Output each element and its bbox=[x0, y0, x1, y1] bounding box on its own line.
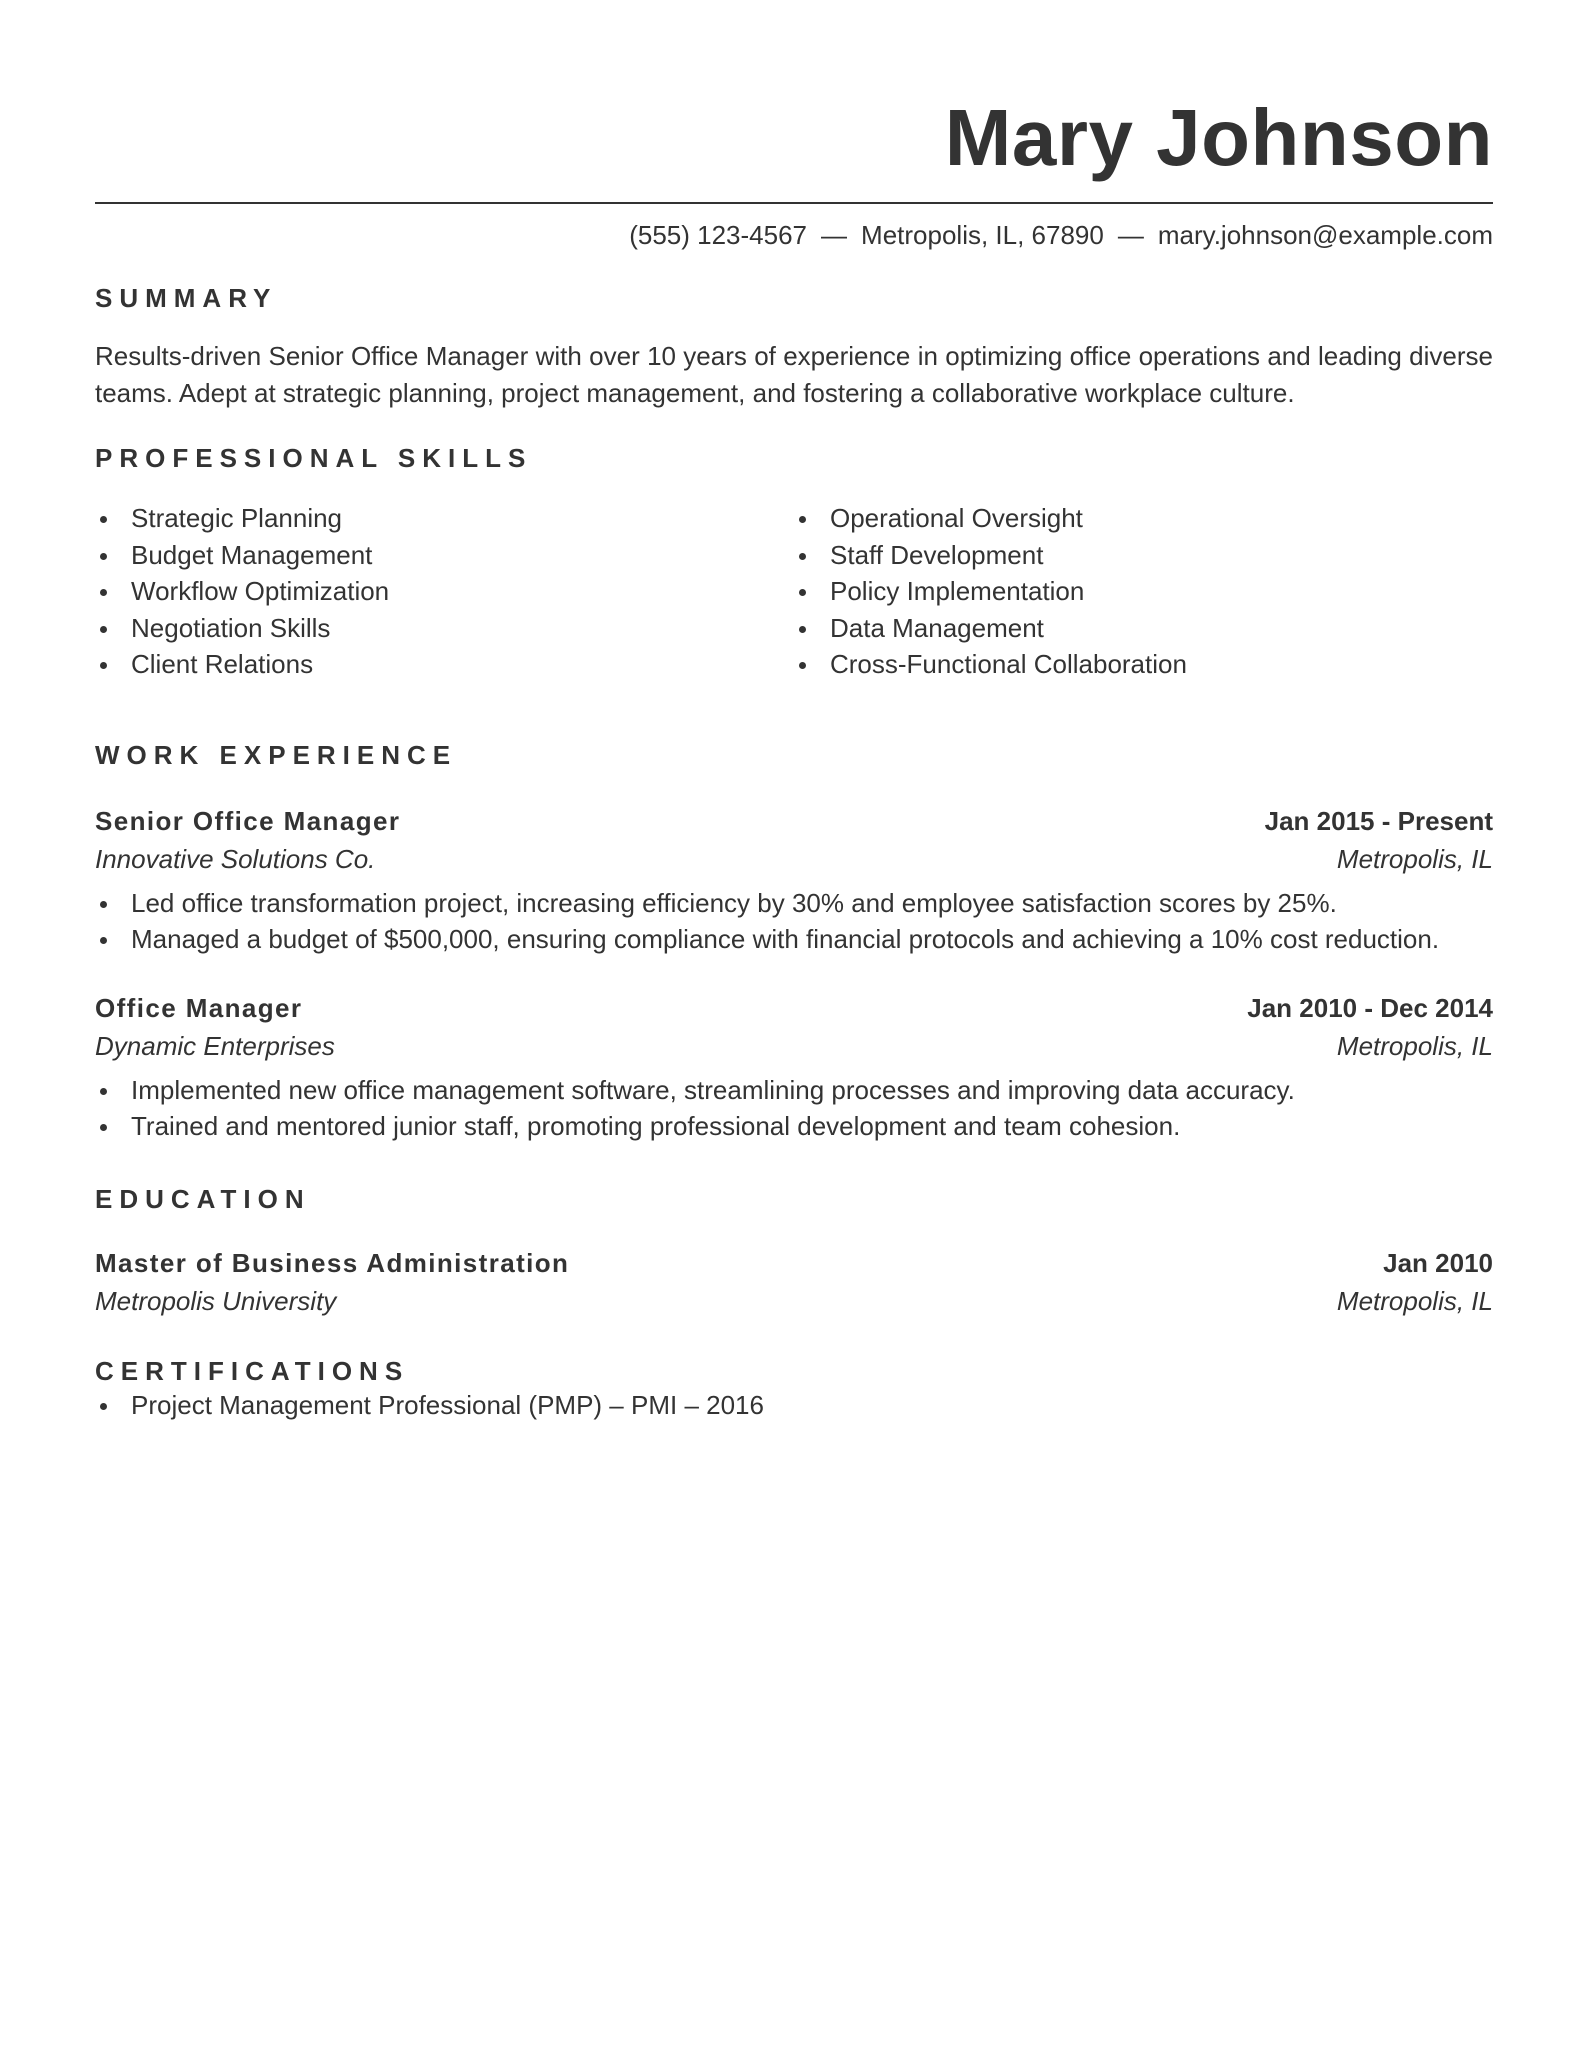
work-experience-heading: WORK EXPERIENCE bbox=[95, 739, 458, 770]
skill-item: Operational Oversight bbox=[794, 500, 1493, 537]
candidate-name: Mary Johnson bbox=[944, 93, 1493, 182]
certifications-list bbox=[95, 1387, 1493, 1424]
job-title: Senior Office Manager bbox=[95, 805, 401, 836]
skills-column-left bbox=[95, 500, 794, 683]
job-location: Metropolis, IL bbox=[1336, 1030, 1493, 1061]
job-location: Metropolis, IL bbox=[1336, 843, 1493, 874]
summary-heading: SUMMARY bbox=[95, 283, 278, 313]
education-degree: Master of Business Administration bbox=[95, 1247, 570, 1278]
skill-item: Client Relations bbox=[95, 646, 794, 683]
skills-list bbox=[95, 500, 1493, 683]
skill-item: Data Management bbox=[794, 610, 1493, 647]
certification-item: Project Management Professional (PMP) – PMI – 2016 bbox=[95, 1387, 1493, 1424]
job-entry bbox=[95, 990, 1493, 1145]
contact-separator: — bbox=[821, 220, 848, 250]
skills-column-right bbox=[794, 500, 1493, 683]
job-subheader bbox=[95, 841, 1493, 877]
job-bullet: Led office transformation project, increasing efficiency by 30% and employee satisfaction scores by 25%. bbox=[95, 885, 1493, 922]
job-header bbox=[95, 803, 1493, 839]
job-header bbox=[95, 990, 1493, 1026]
header-divider bbox=[95, 202, 1493, 204]
education-subheader bbox=[95, 1283, 1493, 1319]
skill-item: Cross-Functional Collaboration bbox=[794, 646, 1493, 683]
skill-item: Strategic Planning bbox=[95, 500, 794, 537]
job-subheader bbox=[95, 1028, 1493, 1064]
job-company: Dynamic Enterprises bbox=[95, 1030, 335, 1061]
contact-location: Metropolis, IL, 67890 bbox=[861, 220, 1104, 250]
skills-heading: PROFESSIONAL SKILLS bbox=[95, 443, 533, 473]
summary-text: Results-driven Senior Office Manager with over 10 years of experience in optimizing office operations and leading diverse teams. Adept at strategic planning, project management, and fostering a collaborative workplace culture. bbox=[95, 341, 1493, 408]
job-entry bbox=[95, 803, 1493, 958]
education-entry bbox=[95, 1245, 1493, 1319]
skill-item: Negotiation Skills bbox=[95, 610, 794, 647]
job-dates: Jan 2010 - Dec 2014 bbox=[1247, 992, 1493, 1023]
skill-item: Staff Development bbox=[794, 537, 1493, 574]
job-bullet: Managed a budget of $500,000, ensuring compliance with financial protocols and achieving a 10% cost reduction. bbox=[95, 921, 1493, 958]
skill-item: Workflow Optimization bbox=[95, 573, 794, 610]
certifications-heading: CERTIFICATIONS bbox=[95, 1355, 410, 1386]
job-dates: Jan 2015 - Present bbox=[1264, 805, 1493, 836]
education-date: Jan 2010 bbox=[1383, 1247, 1493, 1278]
contact-separator: — bbox=[1117, 220, 1144, 250]
job-bullet: Trained and mentored junior staff, promoting professional development and team cohesion. bbox=[95, 1108, 1493, 1145]
contact-phone: (555) 123-4567 bbox=[629, 220, 808, 250]
education-heading: EDUCATION bbox=[95, 1183, 311, 1214]
contact-email[interactable]: mary.johnson@example.com bbox=[1157, 220, 1493, 250]
education-location: Metropolis, IL bbox=[1336, 1285, 1493, 1316]
education-school: Metropolis University bbox=[95, 1285, 337, 1316]
education-header bbox=[95, 1245, 1493, 1281]
job-bullets bbox=[95, 1072, 1493, 1145]
contact-line bbox=[95, 218, 1493, 252]
job-title: Office Manager bbox=[95, 992, 303, 1023]
job-bullet: Implemented new office management software, streamlining processes and improving data accuracy. bbox=[95, 1072, 1493, 1109]
job-company: Innovative Solutions Co. bbox=[95, 843, 376, 874]
skill-item: Policy Implementation bbox=[794, 573, 1493, 610]
skill-item: Budget Management bbox=[95, 537, 794, 574]
job-bullets bbox=[95, 885, 1493, 958]
